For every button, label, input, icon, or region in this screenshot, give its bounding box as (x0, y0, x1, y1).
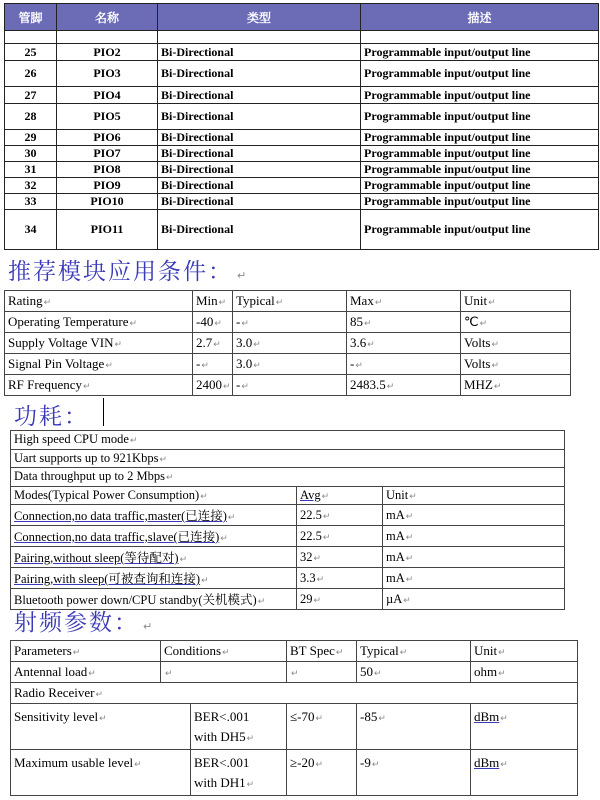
pin-name: PIO7 (57, 146, 158, 162)
table-row (5, 146, 599, 162)
pin-desc: Programmable input/output line (361, 178, 599, 194)
table-cell: 22.5↵ (297, 526, 383, 547)
table-cell: -85↵ (357, 704, 471, 750)
pin-number: 31 (5, 162, 57, 178)
note-row (11, 468, 565, 487)
table-cell: mA↵ (383, 526, 565, 547)
header-cell: Parameters↵ (11, 641, 161, 662)
table-row (5, 194, 599, 210)
table-row (11, 526, 565, 547)
table-cell: 50↵ (357, 662, 471, 683)
section-row (11, 683, 578, 704)
table-cell: BER<.001 with DH5↵ (191, 704, 287, 750)
table-cell: 3.6↵ (347, 333, 461, 354)
pin-number: 29 (5, 130, 57, 146)
header-cell: Max↵ (347, 291, 461, 312)
paragraph-mark: ↵ (143, 620, 153, 633)
table-row (5, 375, 571, 396)
header-name: 名称 (57, 4, 158, 31)
power-heading: 功耗： (14, 404, 89, 430)
table-row (11, 750, 578, 796)
blank-row (5, 31, 599, 44)
table-row (11, 568, 565, 589)
header-cell: Modes(Typical Power Consumption)↵ (11, 486, 297, 505)
pin-number: 25 (5, 44, 57, 61)
pin-type: Bi-Directional (158, 44, 361, 61)
pin-type: Bi-Directional (158, 87, 361, 104)
table-cell: -↵ (233, 375, 347, 396)
header-cell: Unit↵ (471, 641, 578, 662)
section-label: Radio Receiver↵ (11, 683, 578, 704)
note-row (11, 449, 565, 468)
table-row (5, 210, 599, 250)
table-cell: Connection,no data traffic,master(已连接)↵ (11, 505, 297, 526)
header-cell: Rating↵ (5, 291, 193, 312)
table-row (5, 61, 599, 87)
pin-table (4, 3, 599, 250)
pin-type: Bi-Directional (158, 210, 361, 250)
table-cell: -↵ (233, 312, 347, 333)
header-cell: Min↵ (193, 291, 233, 312)
note-row (11, 431, 565, 450)
table-row (11, 704, 578, 750)
table-row (5, 178, 599, 194)
header-type: 类型 (158, 4, 361, 31)
table-row (11, 547, 565, 568)
table-cell: 2400↵ (193, 375, 233, 396)
table-cell: dBm↵ (471, 750, 578, 796)
pin-desc: Programmable input/output line (361, 61, 599, 87)
pin-name: PIO10 (57, 194, 158, 210)
table-cell: -↵ (193, 354, 233, 375)
pin-table-header (5, 4, 599, 31)
note-text: Data throughput up to 2 Mbps↵ (11, 468, 565, 487)
table-cell: dBm↵ (471, 704, 578, 750)
header-pin: 管脚 (5, 4, 57, 31)
table-cell: 3.3↵ (297, 568, 383, 589)
table-cell: -40↵ (193, 312, 233, 333)
table-cell: Pairing,without sleep(等待配对)↵ (11, 547, 297, 568)
table-cell: Pairing,with sleep(可被查询和连接)↵ (11, 568, 297, 589)
pin-type: Bi-Directional (158, 104, 361, 130)
table-row (5, 333, 571, 354)
rf-heading: 射频参数： ↵ (14, 610, 153, 636)
text-cursor (103, 398, 104, 426)
table-cell: 3.0↵ (233, 354, 347, 375)
table-cell: ≤-70↵ (287, 704, 357, 750)
table-cell: mA↵ (383, 547, 565, 568)
table-cell: 29↵ (297, 589, 383, 610)
table-row (5, 354, 571, 375)
table-cell: -9↵ (357, 750, 471, 796)
pin-desc: Programmable input/output line (361, 87, 599, 104)
table-cell: Signal Pin Voltage↵ (5, 354, 193, 375)
table-row (5, 162, 599, 178)
table-cell: ohm↵ (471, 662, 578, 683)
pin-type: Bi-Directional (158, 130, 361, 146)
table-cell: Volts↵ (461, 333, 571, 354)
table-cell: Sensitivity level↵ (11, 704, 191, 750)
table-header-row (5, 291, 571, 312)
pin-number: 33 (5, 194, 57, 210)
table-cell: ℃↵ (461, 312, 571, 333)
header-cell: Typical↵ (233, 291, 347, 312)
table-cell: RF Frequency↵ (5, 375, 193, 396)
table-cell: mA↵ (383, 505, 565, 526)
pin-number: 34 (5, 210, 57, 250)
table-header-row (11, 486, 565, 505)
paragraph-mark: ↵ (237, 269, 247, 282)
pin-type: Bi-Directional (158, 162, 361, 178)
header-desc: 描述 (361, 4, 599, 31)
table-cell: 22.5↵ (297, 505, 383, 526)
header-cell: Conditions↵ (161, 641, 287, 662)
pin-type: Bi-Directional (158, 178, 361, 194)
header-cell: Typical↵ (357, 641, 471, 662)
pin-number: 30 (5, 146, 57, 162)
pin-name: PIO4 (57, 87, 158, 104)
table-row (5, 130, 599, 146)
table-row (11, 662, 578, 683)
table-cell: Connection,no data traffic,slave(已连接)↵ (11, 526, 297, 547)
pin-desc: Programmable input/output line (361, 194, 599, 210)
pin-name: PIO9 (57, 178, 158, 194)
table-cell: Bluetooth power down/CPU standby(关机模式)↵ (11, 589, 297, 610)
table-header-row (11, 641, 578, 662)
table-cell: Operating Temperature↵ (5, 312, 193, 333)
table-cell: Antennal load↵ (11, 662, 161, 683)
conditions-table (4, 290, 571, 396)
pin-name: PIO5 (57, 104, 158, 130)
pin-desc: Programmable input/output line (361, 44, 599, 61)
header-cell: Avg↵ (297, 486, 383, 505)
table-cell: mA↵ (383, 568, 565, 589)
pin-name: PIO3 (57, 61, 158, 87)
table-cell: 32↵ (297, 547, 383, 568)
header-cell: Unit↵ (383, 486, 565, 505)
pin-desc: Programmable input/output line (361, 210, 599, 250)
table-row (5, 312, 571, 333)
table-row (5, 104, 599, 130)
power-table (10, 430, 565, 610)
table-cell: -↵ (347, 354, 461, 375)
pin-desc: Programmable input/output line (361, 146, 599, 162)
table-cell: ↵ (161, 662, 287, 683)
table-cell: ↵ (287, 662, 357, 683)
table-row (11, 505, 565, 526)
header-cell: Unit↵ (461, 291, 571, 312)
pin-type: Bi-Directional (158, 146, 361, 162)
pin-number: 28 (5, 104, 57, 130)
note-text: High speed CPU mode↵ (11, 431, 565, 450)
conditions-heading: 推荐模块应用条件： ↵ (8, 259, 247, 285)
pin-type: Bi-Directional (158, 61, 361, 87)
table-cell: ≥-20↵ (287, 750, 357, 796)
pin-desc: Programmable input/output line (361, 130, 599, 146)
table-cell: µA↵ (383, 589, 565, 610)
pin-name: PIO8 (57, 162, 158, 178)
pin-number: 26 (5, 61, 57, 87)
rf-table (10, 640, 578, 796)
table-cell: MHZ↵ (461, 375, 571, 396)
table-row (5, 44, 599, 61)
pin-name: PIO6 (57, 130, 158, 146)
table-cell: 3.0↵ (233, 333, 347, 354)
table-cell: 2483.5↵ (347, 375, 461, 396)
table-cell: 85↵ (347, 312, 461, 333)
pin-type: Bi-Directional (158, 194, 361, 210)
header-cell: BT Spec↵ (287, 641, 357, 662)
table-cell: BER<.001 with DH1↵ (191, 750, 287, 796)
pin-name: PIO11 (57, 210, 158, 250)
pin-desc: Programmable input/output line (361, 104, 599, 130)
pin-desc: Programmable input/output line (361, 162, 599, 178)
table-cell: Supply Voltage VIN↵ (5, 333, 193, 354)
pin-number: 27 (5, 87, 57, 104)
table-cell: 2.7↵ (193, 333, 233, 354)
note-text: Uart supports up to 921Kbps↵ (11, 449, 565, 468)
pin-name: PIO2 (57, 44, 158, 61)
table-cell: Maximum usable level↵ (11, 750, 191, 796)
table-cell: Volts↵ (461, 354, 571, 375)
pin-number: 32 (5, 178, 57, 194)
table-row (5, 87, 599, 104)
